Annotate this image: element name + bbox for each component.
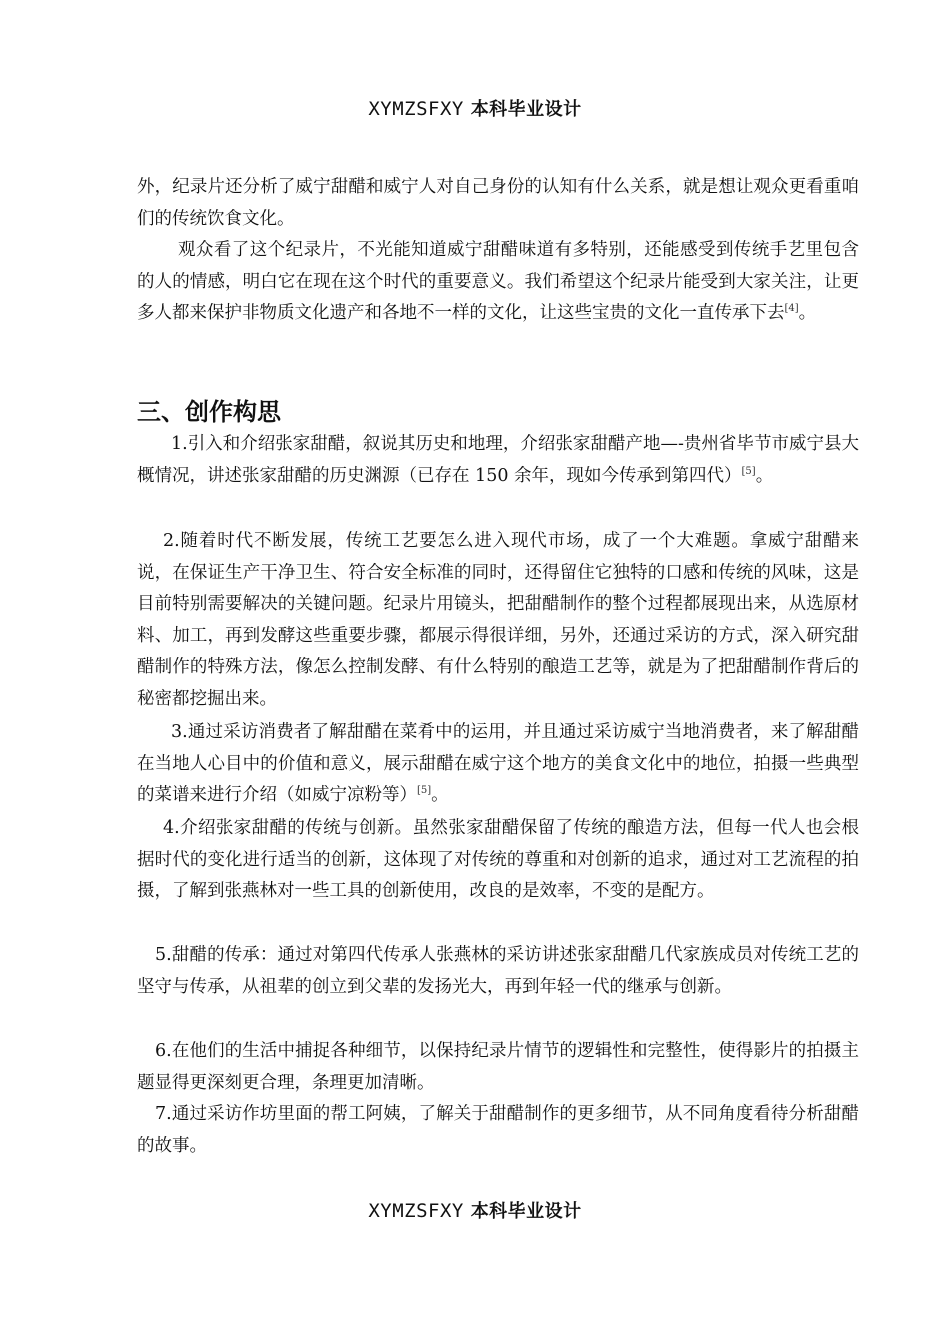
paragraph-continuation	[137, 172, 859, 235]
item-text: 5.甜醋的传承：通过对第四代传承人张燕林的采访讲述张家甜醋几代家族成员对传统工艺的坚守与传承，从祖辈的创立到父辈的发扬光大，再到年轻一代的继承与创新。	[137, 945, 859, 997]
item-end: 。	[755, 465, 774, 486]
item-text: 7.通过采访作坊里面的帮工阿姨，了解关于甜醋制作的更多细节，从不同角度看待分析甜醋的故事。	[137, 1104, 859, 1156]
section-heading: 三、创作构思	[137, 398, 281, 426]
citation: [4]	[784, 303, 799, 314]
item-text: 1.引入和介绍张家甜醋，叙说其历史和地理，介绍张家甜醋产地—-贵州省毕节市威宁县大概情况，讲述张家甜醋的历史渊源（已存在 150 余年，现如今传承到第四代）	[137, 434, 859, 486]
page-footer	[0, 1198, 950, 1224]
header-code: XYMZSFXY	[368, 98, 464, 120]
footer-code: XYMZSFXY	[368, 1200, 464, 1222]
item-text: 6.在他们的生活中捕捉各种细节，以保持纪录片情节的逻辑性和完整性，使得影片的拍摄主题显得更深刻更合理，条理更加清晰。	[137, 1041, 859, 1093]
paragraph-end: 。	[798, 303, 817, 323]
list-item-7	[137, 1099, 859, 1162]
paragraph-text: 外，纪录片还分析了威宁甜醋和威宁人对自己身份的认知有什么关系，就是想让观众更看重咱们的传统饮食文化。	[137, 177, 859, 229]
item-text: 3.通过采访消费者了解甜醋在菜肴中的运用，并且通过采访威宁当地消费者，来了解甜醋在当地人心目中的价值和意义，展示甜醋在威宁这个地方的美食文化中的地位，拍摄一些典型的菜谱来进行介绍（如威宁凉粉等）	[137, 722, 859, 805]
paragraph-text: 观众看了这个纪录片，不光能知道威宁甜醋味道有多特别，还能感受到传统手艺里包含的人的情感，明白它在现在这个时代的重要意义。我们希望这个纪录片能受到大家关注，让更多人都来保护非物质文化遗产和各地不一样的文化，让这些宝贵的文化一直传承下去	[137, 240, 859, 323]
list-item-2	[137, 526, 859, 715]
footer-title: 本科毕业设计	[470, 1201, 582, 1222]
list-item-5	[137, 940, 859, 1003]
citation: [5]	[741, 465, 756, 477]
page-header	[0, 96, 950, 122]
list-item-6	[137, 1036, 859, 1099]
item-text: 2.随着时代不断发展，传统工艺要怎么进入现代市场，成了一个大难题。拿威宁甜醋来说，在保证生产干净卫生、符合安全标准的同时，还得留住它独特的口感和传统的风味，这是目前特别需要解决的关键问题。纪录片用镜头，把甜醋制作的整个过程都展现出来，从选原材料、加工，再到发酵这些重要步骤，都展示得很详细，另外，还通过采访的方式，深入研究甜醋制作的特殊方法，像怎么控制发酵、有什么特别的酿造工艺等，就是为了把甜醋制作背后的秘密都挖掘出来。	[137, 531, 859, 709]
item-text: 4.介绍张家甜醋的传统与创新。虽然张家甜醋保留了传统的酿造方法，但每一代人也会根据时代的变化进行适当的创新，这体现了对传统的尊重和对创新的追求，通过对工艺流程的拍摄，了解到张燕林对一些工具的创新使用，改良的是效率，不变的是配方。	[137, 818, 859, 901]
list-item-4	[137, 813, 859, 908]
list-item-3	[137, 717, 859, 812]
citation: [5]	[417, 785, 432, 796]
list-item-1	[137, 429, 859, 492]
header-title: 本科毕业设计	[470, 99, 582, 120]
paragraph-audience	[137, 235, 859, 330]
item-end: 。	[431, 785, 449, 805]
